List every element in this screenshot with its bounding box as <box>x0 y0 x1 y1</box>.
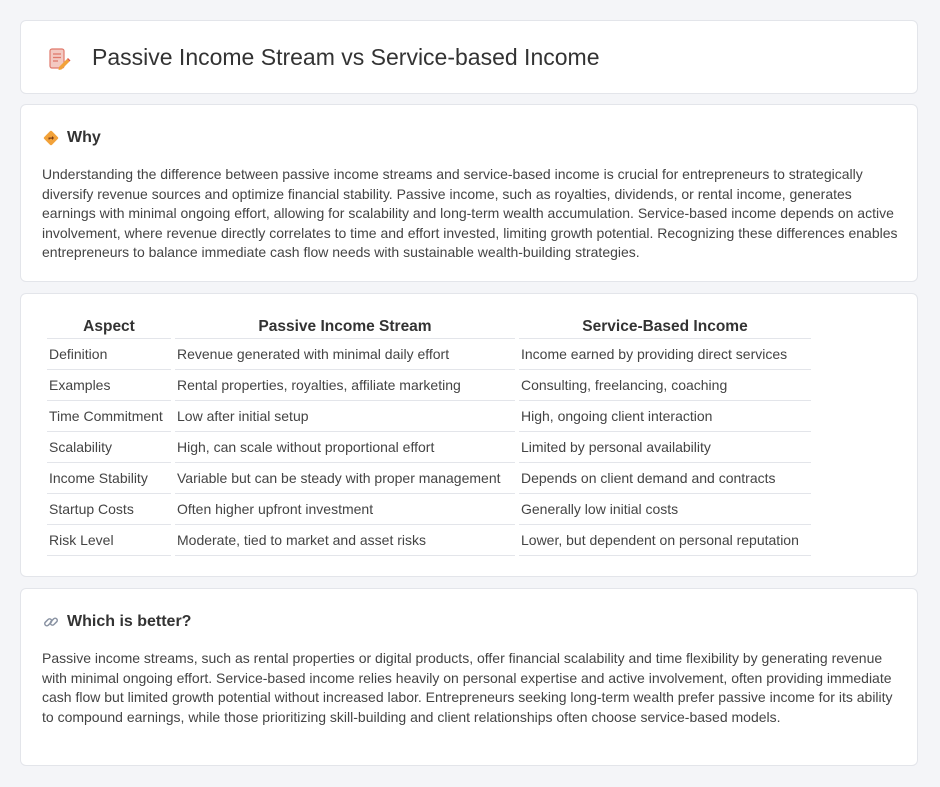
header-service: Service-Based Income <box>519 316 811 339</box>
header-passive: Passive Income Stream <box>175 316 515 339</box>
header-aspect: Aspect <box>47 316 171 339</box>
cell-aspect: Time Commitment <box>47 401 171 432</box>
cell-passive: Moderate, tied to market and asset risks <box>175 525 515 556</box>
page-title: Passive Income Stream vs Service-based Income <box>92 44 600 70</box>
why-heading-row <box>43 127 101 149</box>
cell-service: Limited by personal availability <box>519 432 811 463</box>
table-row <box>47 339 811 370</box>
cell-service: Income earned by providing direct services <box>519 339 811 370</box>
cell-service: Consulting, freelancing, coaching <box>519 370 811 401</box>
better-heading: Which is better? <box>67 613 192 630</box>
cell-service: Lower, but dependent on personal reputation <box>519 525 811 556</box>
link-icon <box>43 614 59 630</box>
better-heading-row <box>43 611 191 633</box>
why-text: Understanding the difference between passive income streams and service-based income is crucial for entrepreneurs to strategically diversify revenue sources and optimize financial stability. Passive income, such as royalties, dividends, or rental income, generates earnings with minimal ongoing effort, allowing for scalability and long-term wealth accumulation. Service-based income depends on active involvement, where revenue directly correlates to time and effort invested, limiting growth potential. Recognizing these differences enables entrepreneurs to balance immediate cash flow needs with sustainable wealth-building strategies. <box>42 166 898 261</box>
cell-passive: Rental properties, royalties, affiliate marketing <box>175 370 515 401</box>
table-row <box>47 463 811 494</box>
table-row <box>47 370 811 401</box>
comparison-table <box>43 316 815 556</box>
better-section <box>20 588 918 766</box>
cell-passive: Variable but can be steady with proper management <box>175 463 515 494</box>
cell-aspect: Startup Costs <box>47 494 171 525</box>
table-row <box>47 494 811 525</box>
cell-passive: Revenue generated with minimal daily effort <box>175 339 515 370</box>
why-heading: Why <box>67 129 101 146</box>
cell-passive: Often higher upfront investment <box>175 494 515 525</box>
cell-passive: High, can scale without proportional effort <box>175 432 515 463</box>
table-row <box>47 432 811 463</box>
title-card <box>20 20 918 94</box>
table-row <box>47 525 811 556</box>
cell-passive: Low after initial setup <box>175 401 515 432</box>
cell-service: High, ongoing client interaction <box>519 401 811 432</box>
cell-service: Generally low initial costs <box>519 494 811 525</box>
comparison-section <box>20 293 918 577</box>
cell-aspect: Scalability <box>47 432 171 463</box>
table-header-row <box>47 316 811 339</box>
why-section <box>20 104 918 282</box>
cell-aspect: Definition <box>47 339 171 370</box>
document-pencil-icon <box>47 47 71 71</box>
cell-service: Depends on client demand and contracts <box>519 463 811 494</box>
cell-aspect: Income Stability <box>47 463 171 494</box>
cell-aspect: Risk Level <box>47 525 171 556</box>
diamond-direction-icon <box>43 130 59 146</box>
cell-aspect: Examples <box>47 370 171 401</box>
table-row <box>47 401 811 432</box>
better-text: Passive income streams, such as rental properties or digital products, offer financial scalability and time flexibility by generating revenue with minimal ongoing effort. Service-based income relies heavily on personal expertise and active involvement, often providing immediate cash flow but limited growth potential without increased labor. Entrepreneurs seeking long-term wealth prefer passive income for its ability to compound earnings, while those prioritizing skill-building and client relationships often choose service-based models. <box>42 650 893 725</box>
